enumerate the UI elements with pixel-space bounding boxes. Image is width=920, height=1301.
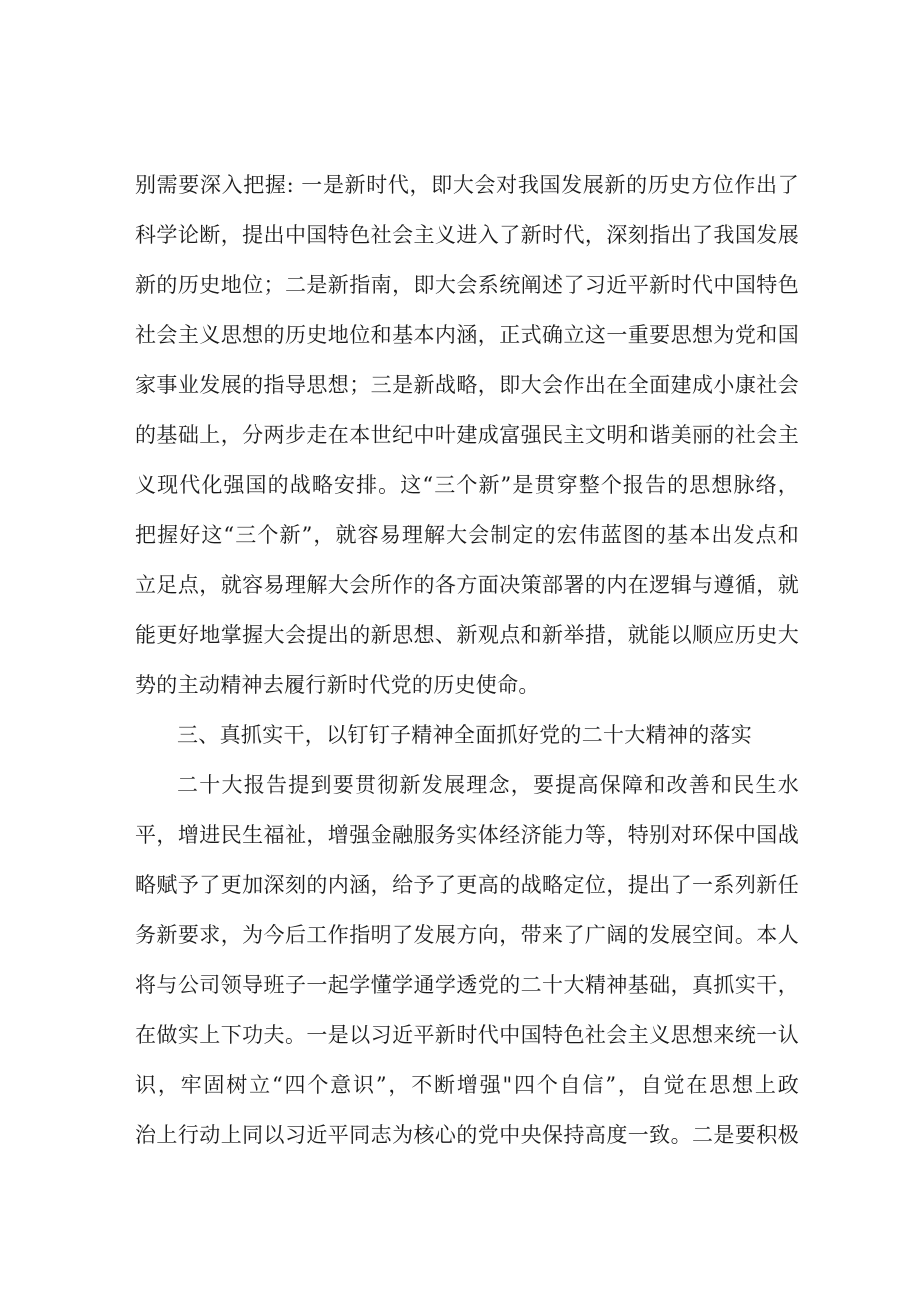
paragraph-1-line: 立足点，就容易理解大会所作的各方面决策部署的内在逻辑与遵循，就 (135, 573, 799, 597)
section-heading: 三、真抓实干，以钉钉子精神全面抓好党的二十大精神的落实 (177, 723, 753, 747)
paragraph-2-line: 识，牢固树立“四个意识”，不断增强"四个自信”，自觉在思想上政 (135, 1073, 799, 1097)
paragraph-2-line: 务新要求，为今后工作指明了发展方向，带来了广阔的发展空间。本人 (135, 923, 799, 947)
paragraph-2-line: 在做实上下功夫。一是以习近平新时代中国特色社会主义思想来统一认 (135, 1023, 799, 1047)
paragraph-2-line: 平，增进民生福祉，增强金融服务实体经济能力等，特别对环保中国战 (135, 823, 799, 847)
paragraph-1-line: 把握好这“三个新”，就容易理解大会制定的宏伟蓝图的基本出发点和 (135, 523, 799, 547)
paragraph-2-line: 略赋予了更加深刻的内涵，给予了更高的战略定位，提出了一系列新任 (135, 873, 799, 897)
document-body (135, 160, 799, 1160)
paragraph-1-line: 义现代化强国的战略安排。这“三个新”是贯穿整个报告的思想脉络， (135, 473, 799, 497)
paragraph-1-line: 别需要深入把握: 一是新时代，即大会对我国发展新的历史方位作出了 (135, 173, 799, 197)
paragraph-1-line: 能更好地掌握大会提出的新思想、新观点和新举措，就能以顺应历史大 (135, 623, 799, 647)
paragraph-2-line: 将与公司领导班子一起学懂学通学透党的二十大精神基础，真抓实干， (135, 973, 799, 997)
paragraph-2-line: 治上行动上同以习近平同志为核心的党中央保持高度一致。二是要积极 (135, 1123, 799, 1147)
paragraph-1-line: 家事业发展的指导思想；三是新战略，即大会作出在全面建成小康社会 (135, 373, 799, 397)
paragraph-2-line: 二十大报告提到要贯彻新发展理念，要提高保障和改善和民生水 (177, 773, 799, 797)
paragraph-1-line: 势的主动精神去履行新时代党的历史使命。 (135, 673, 540, 697)
paragraph-1-line: 社会主义思想的历史地位和基本内涵，正式确立这一重要思想为党和国 (135, 323, 799, 347)
paragraph-1-line: 科学论断，提出中国特色社会主义进入了新时代，深刻指出了我国发展 (135, 223, 799, 247)
paragraph-1-line: 新的历史地位；二是新指南，即大会系统阐述了习近平新时代中国特色 (135, 273, 799, 297)
paragraph-1-line: 的基础上，分两步走在本世纪中叶建成富强民主文明和谐美丽的社会主 (135, 423, 799, 447)
